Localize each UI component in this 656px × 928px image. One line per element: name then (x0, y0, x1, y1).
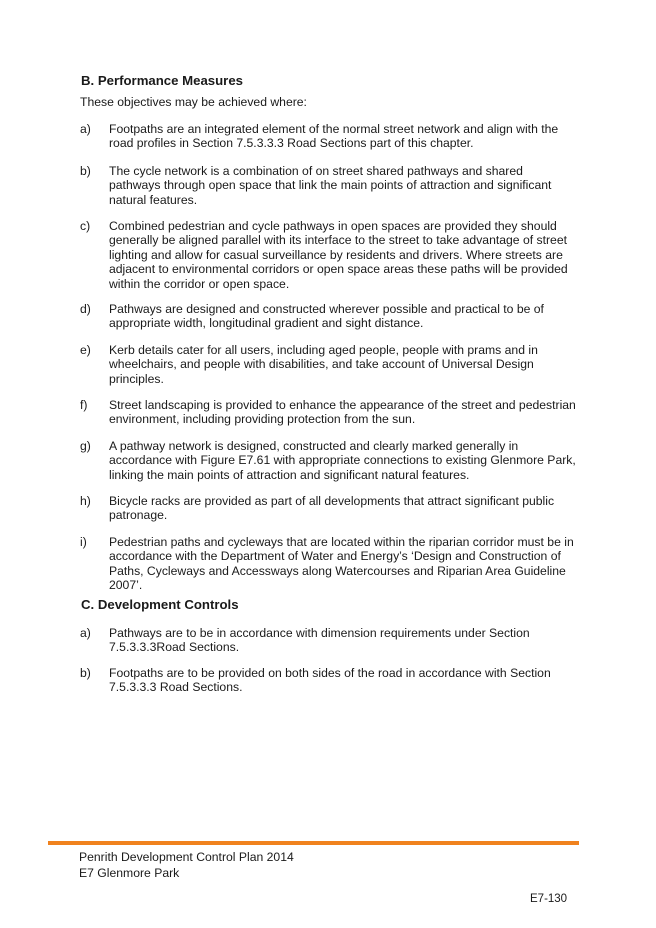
item-text: The cycle network is a combination of on street shared pathways and shared pathways through open space that link the main points of attraction and significant natural features. (109, 164, 552, 207)
item-text: Pathways are to be in accordance with dimension requirements under Section 7.5.3.3.3Road Sections. (109, 626, 530, 655)
item-text: Footpaths are an integrated element of the normal street network and align with the road profiles in Section 7.5.3.3.3 Road Sections part of this chapter. (109, 122, 559, 151)
item-text: Pedestrian paths and cycleways that are located within the riparian corridor must be in accordance with the Department of Water and Energy’s ‘Design and Construction of Paths, Cycleways and Accessways along Watercourses and Riparian Area Guideline 2007’. (109, 535, 574, 593)
footer-chapter-title: E7 Glenmore Park (79, 866, 180, 880)
item-text: Bicycle racks are provided as part of all developments that attract significant public patronage. (109, 494, 555, 523)
footer-divider (48, 841, 579, 845)
item-letter: e) (80, 343, 91, 357)
footer-document-title: Penrith Development Control Plan 2014 (79, 850, 294, 864)
item-text: A pathway network is designed, constructed and clearly marked generally in accordance with Figure E7.61 with appropriate connections to existing Glenmore Park, linking the main points of attraction and significant natural features. (109, 439, 576, 482)
item-text: Footpaths are to be provided on both sides of the road in accordance with Section 7.5.3.3.3 Road Sections. (109, 666, 551, 695)
item-letter: d) (80, 302, 91, 316)
item-text: Street landscaping is provided to enhance the appearance of the street and pedestrian environment, including providing protection from the sun. (109, 398, 576, 427)
item-text: Pathways are designed and constructed wherever possible and practical to be of appropriate width, longitudinal gradient and sight distance. (109, 302, 544, 331)
item-letter: g) (80, 439, 91, 453)
item-letter: h) (80, 494, 91, 508)
item-letter: c) (80, 219, 91, 233)
item-letter: b) (80, 666, 91, 680)
section-c-heading: C. Development Controls (81, 597, 239, 612)
page-number: E7-130 (530, 893, 568, 905)
item-letter: i) (80, 535, 87, 549)
item-letter: a) (80, 626, 91, 640)
item-text: Kerb details cater for all users, including aged people, people with prams and in wheelchairs, and people with disabilities, and take account of Universal Design principles. (109, 343, 538, 386)
item-text: Combined pedestrian and cycle pathways in open spaces are provided they should generally be aligned parallel with its interface to the street to take advantage of street lighting and allow for casual surveillance by residents and drivers. Where streets are adjacent to environmental corridors or open space areas these paths will be provided within the corridor or open space. (109, 219, 568, 291)
section-b-intro: These objectives may be achieved where: (80, 95, 307, 109)
item-letter: b) (80, 164, 91, 178)
item-letter: f) (80, 398, 88, 412)
section-b-heading: B. Performance Measures (81, 73, 243, 88)
item-letter: a) (80, 122, 91, 136)
